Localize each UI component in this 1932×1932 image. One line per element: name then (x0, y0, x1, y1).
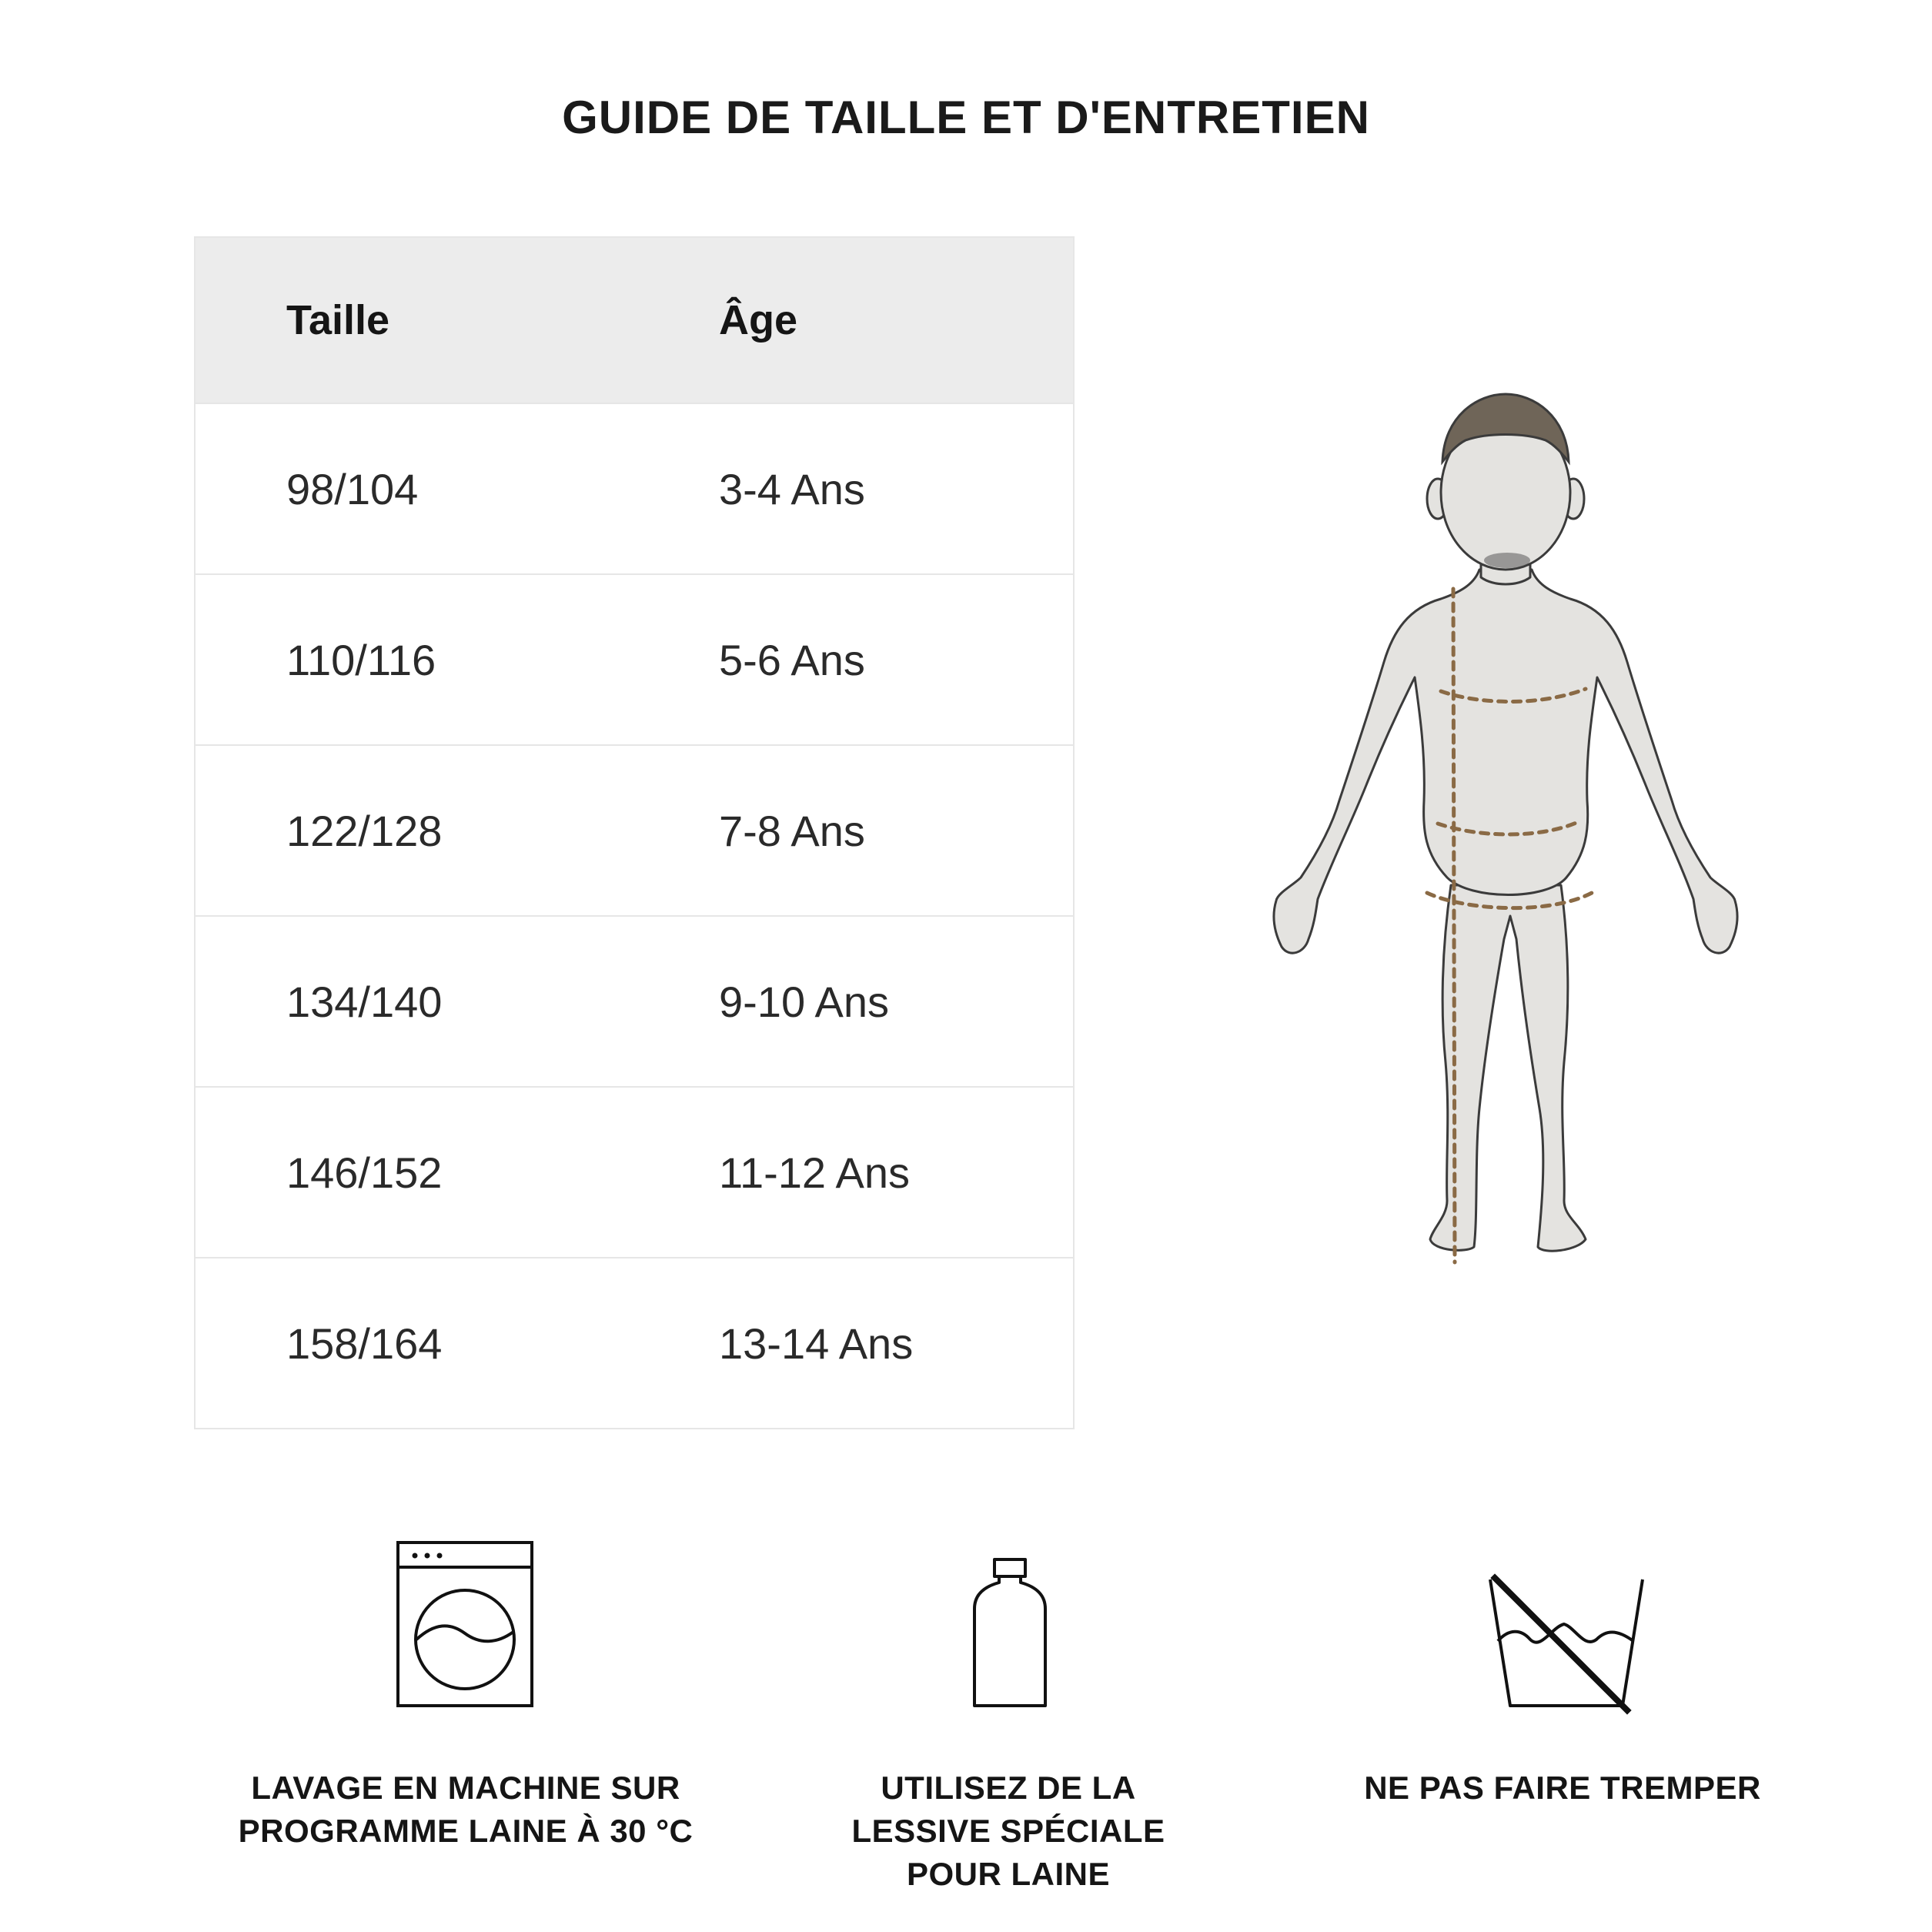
care-label-line: NE PAS FAIRE TREMPER (1364, 1770, 1761, 1806)
detergent-bottle-icon (724, 1532, 1293, 1716)
table-row (196, 744, 1073, 915)
neck-shadow (1484, 553, 1530, 568)
table-row (196, 915, 1073, 1086)
table-row (196, 573, 1073, 744)
size-cell: 110/116 (286, 635, 436, 684)
care-label-no-soak (1278, 1767, 1847, 1810)
care-label-wool-detergent (724, 1767, 1293, 1896)
body-silhouette (1274, 416, 1737, 1251)
table-row (196, 403, 1073, 573)
age-cell: 5-6 Ans (719, 635, 865, 684)
table-row (196, 1257, 1073, 1428)
table-row (196, 1086, 1073, 1257)
washing-machine-icon (181, 1532, 750, 1716)
column-header-size: Taille (286, 297, 390, 343)
column-header-age: Âge (719, 297, 798, 343)
care-label-line: PROGRAMME LAINE À 30 °C (238, 1813, 694, 1849)
age-cell: 3-4 Ans (719, 464, 865, 513)
care-label-line: LAVAGE EN MACHINE SUR (251, 1770, 680, 1806)
care-label-line: LESSIVE SPÉCIALE (851, 1813, 1165, 1849)
size-cell: 134/140 (286, 977, 443, 1026)
age-cell: 9-10 Ans (719, 977, 890, 1026)
child-body-figure (1262, 385, 1755, 1293)
height-measure-line (1453, 589, 1455, 1262)
size-cell: 158/164 (286, 1319, 443, 1368)
care-label-line: UTILISEZ DE LA (881, 1770, 1136, 1806)
no-soak-icon (1278, 1532, 1847, 1716)
size-cell: 122/128 (286, 806, 443, 855)
page-title: GUIDE DE TAILLE ET D'ENTRETIEN (562, 92, 1370, 143)
table-header-row (196, 238, 1073, 403)
care-label-line: POUR LAINE (906, 1856, 1110, 1892)
size-table (194, 236, 1075, 1429)
age-cell: 7-8 Ans (719, 806, 865, 855)
age-cell: 11-12 Ans (719, 1148, 911, 1197)
size-cell: 98/104 (286, 464, 419, 513)
age-cell: 13-14 Ans (719, 1319, 914, 1368)
care-label-machine-wash (181, 1767, 750, 1853)
size-cell: 146/152 (286, 1148, 443, 1197)
